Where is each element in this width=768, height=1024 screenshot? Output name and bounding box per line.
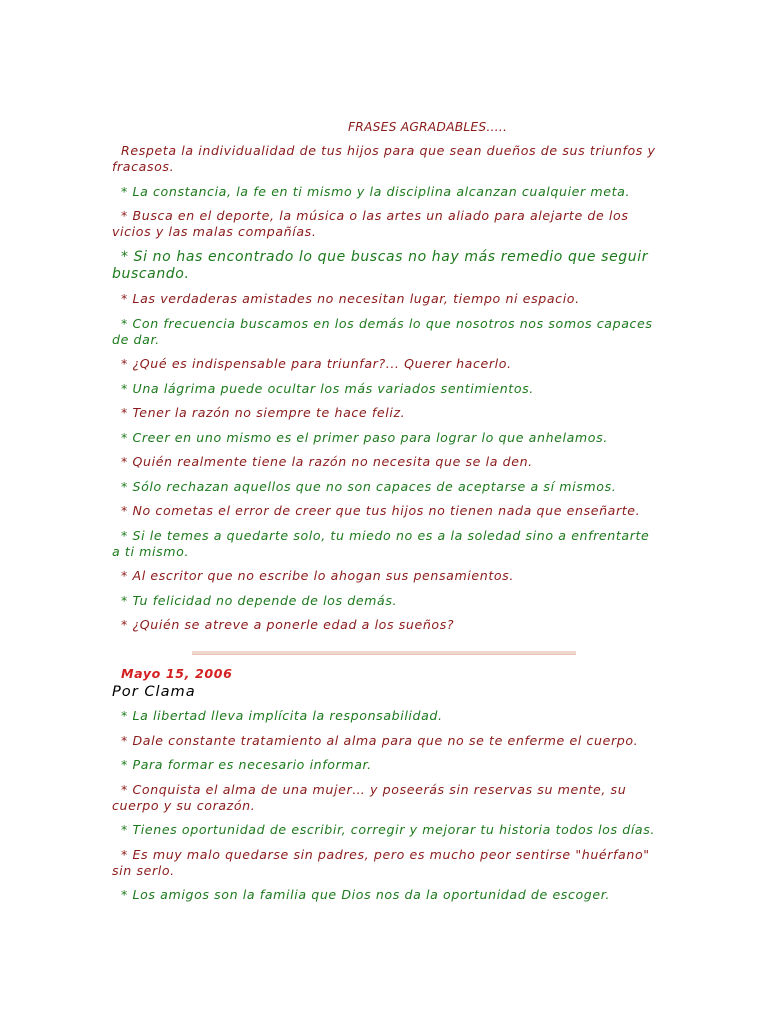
page-title: FRASES AGRADABLES…..: [348, 120, 508, 134]
quote-item: * Sólo rechazan aquellos que no son capaces de aceptarse a sí mismos.: [121, 478, 617, 494]
quote-item: * Dale constante tratamiento al alma para que no se te enferme el cuerpo.: [121, 732, 639, 748]
section-divider: [192, 651, 576, 655]
quote-item: * Las verdaderas amistades no necesitan lugar, tiempo ni espacio.: [121, 291, 580, 306]
quote-item: * ¿Qué es indispensable para triunfar?... Querer hacerlo.: [121, 356, 512, 371]
quote-item: * Para formar es necesario informar.: [121, 757, 372, 772]
quote-item: * Tener la razón no siempre te hace feliz.: [121, 405, 406, 420]
quote-item: * Creer en uno mismo es el primer paso para lograr lo que anhelamos.: [121, 429, 608, 445]
quote-item: * Conquista el alma de una mujer… y poseerás sin reservas su mente, su cuerpo y su corazón.: [112, 781, 627, 813]
quote-item: Respeta la individualidad de tus hijos para que sean dueños de sus triunfos y fracasos.: [112, 143, 656, 174]
post-author: Por Clama: [112, 683, 196, 700]
quotes-section-2: [112, 708, 660, 912]
quote-item: * Al escritor que no escribe lo ahogan sus pensamientos.: [121, 568, 514, 583]
quote-item: * La constancia, la fe en ti mismo y la disciplina alcanzan cualquier meta.: [121, 183, 631, 199]
quote-item: * ¿Quién se atreve a ponerle edad a los sueños?: [121, 617, 455, 632]
quote-item: * Una lágrima puede ocultar los más variados sentimientos.: [121, 380, 534, 396]
quote-item: * Los amigos son la familia que Dios nos da la oportunidad de escoger.: [121, 887, 610, 902]
quote-item: * Tienes oportunidad de escribir, corregir y mejorar tu historia todos los días.: [121, 822, 656, 837]
post-date: Mayo 15, 2006: [121, 666, 233, 681]
quote-item: * Busca en el deporte, la música o las artes un aliado para alejarte de los vicios y las malas compañías.: [112, 208, 629, 239]
quote-item: * Es muy malo quedarse sin padres, pero es mucho peor sentirse "huérfano" sin serlo.: [112, 846, 650, 878]
quote-item: * Con frecuencia buscamos en los demás lo que nosotros nos somos capaces de dar.: [112, 315, 653, 347]
quote-item: * Si no has encontrado lo que buscas no hay más remedio que seguir buscando.: [112, 248, 649, 282]
quote-item: * La libertad lleva implícita la responsabilidad.: [121, 708, 443, 723]
quote-item: * No cometas el error de creer que tus hijos no tienen nada que enseñarte.: [121, 503, 641, 518]
quote-item: * Quién realmente tiene la razón no necesita que se la den.: [121, 454, 533, 469]
quote-item: * Tu felicidad no depende de los demás.: [121, 592, 398, 608]
quote-item: * Si le temes a quedarte solo, tu miedo no es a la soledad sino a enfrentarte a ti mismo.: [112, 527, 650, 559]
quotes-section-1: [112, 143, 660, 642]
